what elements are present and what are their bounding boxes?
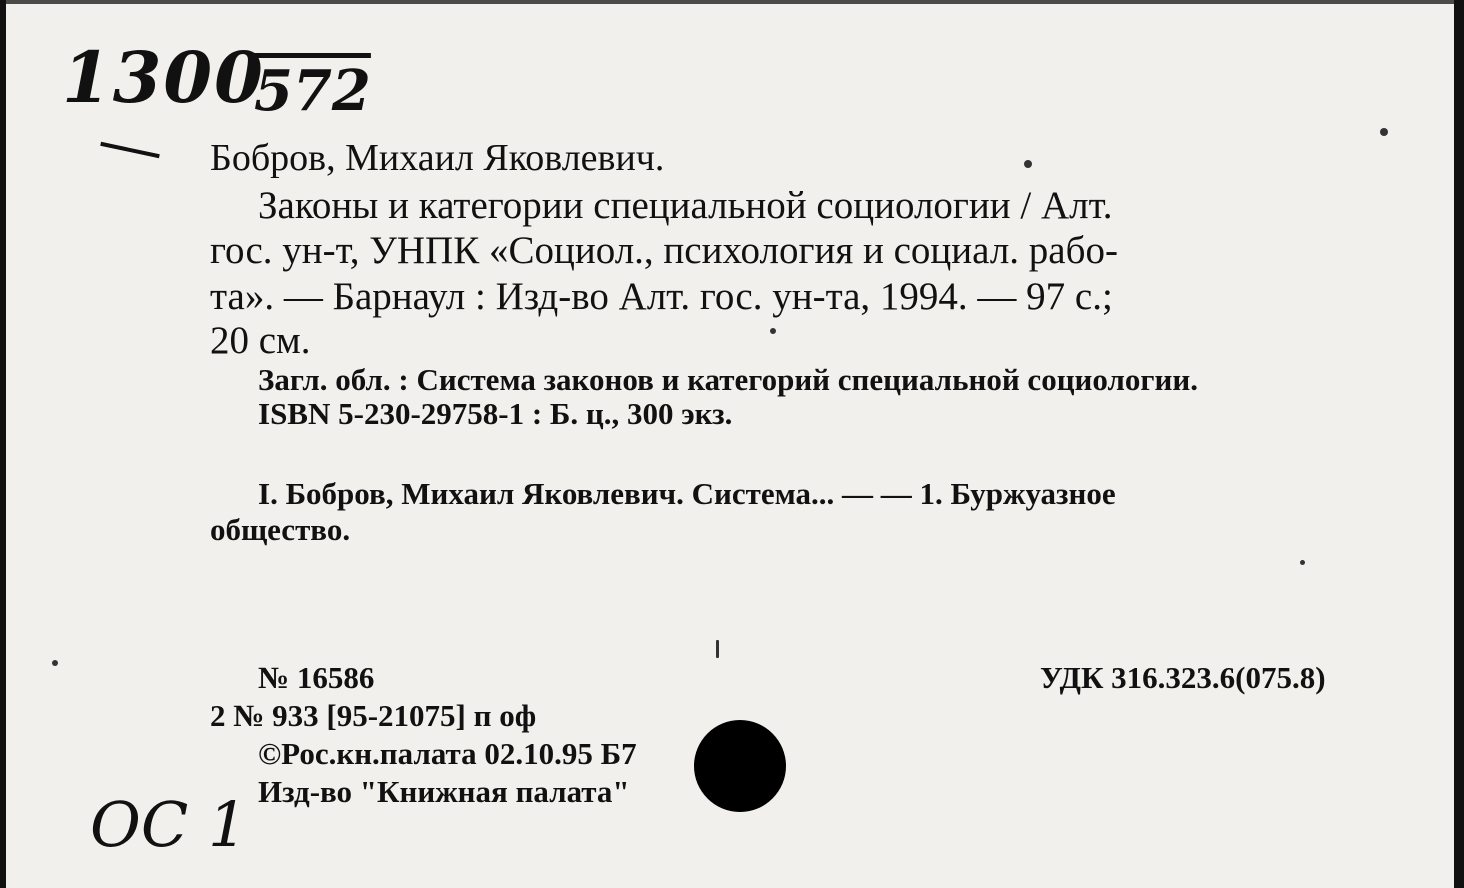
card-left-edge <box>0 0 6 888</box>
record-number: № 16586 <box>258 660 375 695</box>
handwritten-bottom-mark: ОС 1 <box>90 788 248 861</box>
speck <box>770 328 776 334</box>
isbn-note: ISBN 5-230-29758-1 : Б. ц., 300 экз. <box>258 396 733 431</box>
card-top-edge <box>0 0 1464 4</box>
tracing-line-1: I. Бобров, Михаил Яковлевич. Система... — — 1. Буржуазное <box>258 476 1116 511</box>
handwritten-shelf-mark-sub: 572 <box>254 58 371 124</box>
copy-line: 2 № 933 [95-21075] п оф <box>210 698 537 733</box>
author-heading: Бобров, Михаил Яковлевич. <box>210 137 665 179</box>
punch-hole <box>694 720 786 812</box>
speck <box>1380 128 1388 136</box>
udk-code: УДК 316.323.6(075.8) <box>1040 660 1326 695</box>
handwritten-dash <box>100 142 160 158</box>
speck <box>1024 160 1032 168</box>
speck <box>1300 560 1305 565</box>
title-line-1: Законы и категории специальной социологии / Алт. <box>258 184 1113 227</box>
speck <box>52 660 58 666</box>
title-line-3: та». — Барнаул : Изд-во Алт. гос. ун-та, 1994. — 97 с.; <box>210 275 1113 318</box>
title-line-2: гос. ун-т, УНПК «Социол., психология и социал. рабо- <box>210 229 1118 272</box>
title-line-4: 20 см. <box>210 319 311 362</box>
handwritten-shelf-mark: 1300 <box>62 36 265 119</box>
card-right-edge <box>1454 0 1464 888</box>
publisher-line: Изд-во "Книжная палата" <box>258 774 630 809</box>
speck <box>716 640 719 658</box>
cover-title-note: Загл. обл. : Система законов и категорий специальной социологии. <box>258 362 1198 397</box>
book-chamber-line: ©Рос.кн.палата 02.10.95 Б7 <box>258 736 637 771</box>
tracing-line-2: общество. <box>210 512 351 547</box>
